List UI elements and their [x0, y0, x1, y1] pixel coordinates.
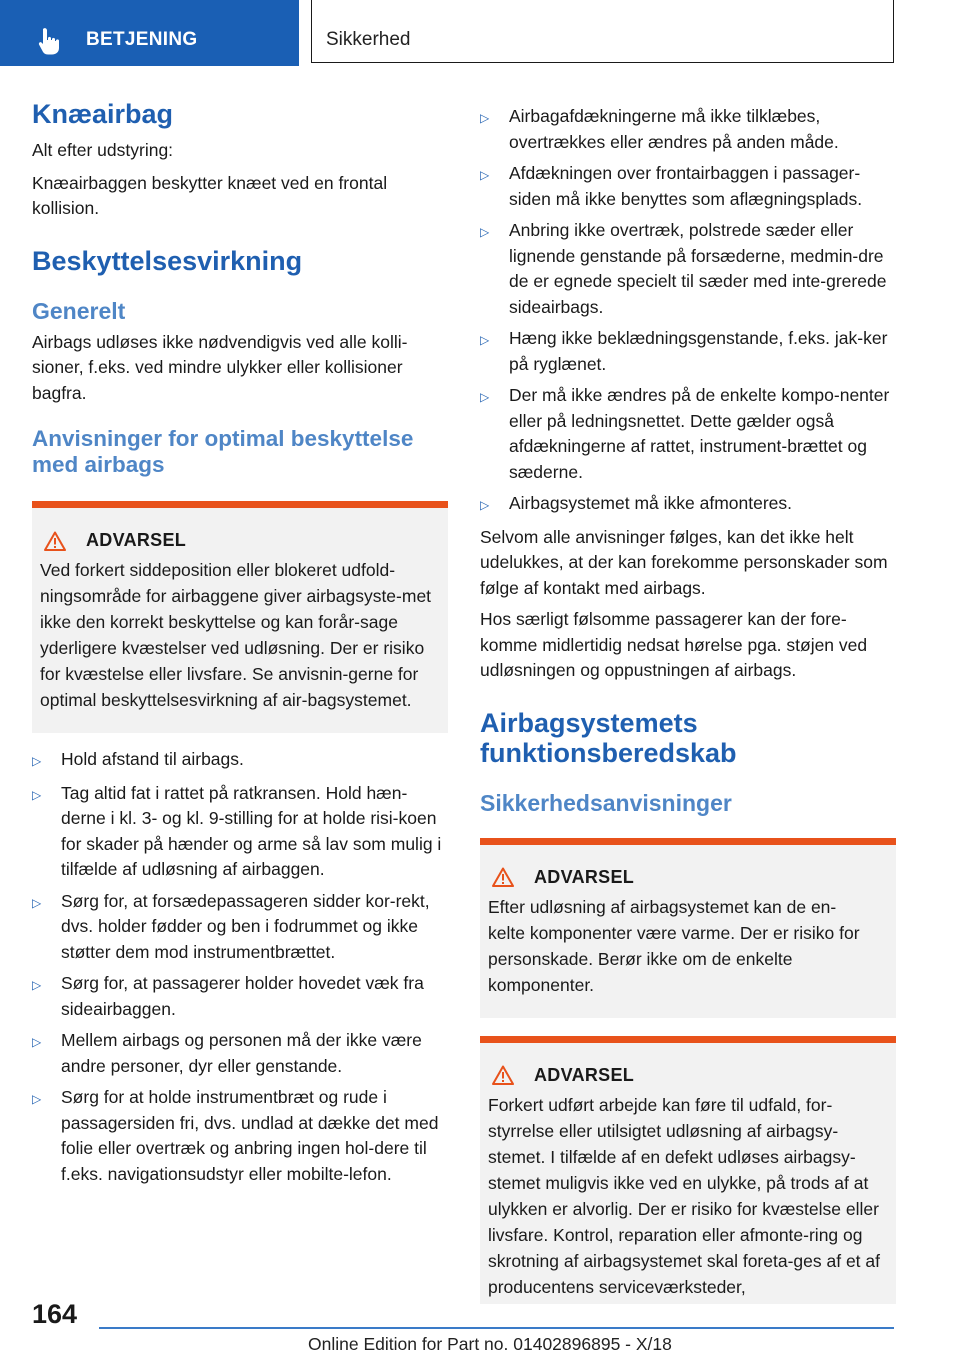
instruction-list — [32, 747, 448, 1187]
instructions-heading: Anvisninger for optimal beskyttelse med airbags — [32, 426, 414, 477]
section-title: BETJENING — [86, 29, 198, 50]
triangle-bullet-icon: ▷ — [480, 111, 490, 125]
knee-airbag-equipment-note: Alt efter udstyring: — [32, 140, 174, 160]
general-heading: Generelt — [32, 297, 126, 324]
general-paragraph: Airbags udløses ikke nødvendigvis ved alle kolli-sioner, f.eks. ved mindre ulykker eller kollisioner bagfra. — [32, 331, 408, 403]
instruction-list-continued — [480, 104, 896, 519]
footer-divider — [99, 1327, 894, 1329]
residual-risk-paragraph: Selvom alle anvisninger følges, kan det ikke helt udelukkes, at der kan forekomme personskader som følge af kontakt med airbags. — [480, 526, 888, 598]
triangle-bullet-icon: ▷ — [32, 754, 42, 768]
left-column — [32, 98, 448, 1187]
triangle-bullet-icon: ▷ — [480, 225, 490, 239]
warning-box — [480, 1036, 896, 1304]
list-item: ▷ Afdækningen over frontairbaggen i passager-siden må ikke benyttes som aflægningsplads. — [480, 161, 896, 212]
warning-triangle-icon — [44, 531, 66, 551]
warning-text: Efter udløsning af airbagsystemet kan de en-kelte komponenter være varme. Der er risiko for personskade. Berør ikke om de enkelte komponenter. — [488, 896, 860, 995]
warning-label: ADVARSEL — [86, 530, 187, 550]
triangle-bullet-icon: ▷ — [480, 390, 490, 404]
triangle-bullet-icon: ▷ — [32, 787, 42, 802]
page-number: 164 — [32, 1299, 78, 1329]
knee-airbag-description: Knæairbaggen beskytter knæet ved en frontal kollision. — [32, 172, 388, 218]
readiness-heading: Airbagsystemets funktionsberedskab — [480, 707, 737, 768]
warning-label: ADVARSEL — [534, 1064, 635, 1085]
list-item: ▷ Tag altid fat i rattet på ratkransen. Hold hæn-derne i kl. 3- og kl. 9-stilling for at holde risi-koen for skader på hænder og arme så lav som mulig i tilfælde af udløsning af airbaggen. — [32, 781, 448, 883]
warning-label: ADVARSEL — [534, 866, 635, 887]
list-item: ▷ Hæng ikke beklædningsgenstande, f.eks. jak-ker på ryglænet. — [480, 326, 896, 377]
triangle-bullet-icon: ▷ — [32, 1035, 42, 1049]
triangle-bullet-icon: ▷ — [32, 895, 42, 910]
list-item: ▷ Hold afstand til airbags. — [32, 747, 448, 775]
list-item: ▷ Anbring ikke overtræk, polstrede sæder eller lignende genstande på forsæderne, medmin-dre de er egnede specielt til sæder med inte-grerede sideairbags. — [480, 218, 896, 320]
protection-heading: Beskyttelsesvirkning — [32, 245, 303, 276]
warning-header — [40, 530, 440, 551]
triangle-bullet-icon: ▷ — [480, 168, 490, 182]
warning-triangle-icon — [492, 1065, 514, 1085]
list-item: ▷ Sørg for, at passagerer holder hovedet væk fra sideairbaggen. — [32, 971, 448, 1022]
right-column — [480, 104, 896, 1304]
warning-header — [488, 1065, 888, 1086]
triangle-bullet-icon: ▷ — [480, 498, 490, 512]
warning-text: Forkert udført arbejde kan føre til udfald, for-styrrelse eller utilsigtet udløsning af airbagsy-stemet. I tilfælde af en defekt udløses airbagsy-stemet muligvis ikke ved en ulykke, på trods af at ulykken er alvorlig. Der er risiko for kvæstelse eller livsfare. Kontrol, reparation eller afmonte-ring og skrotning af airbagsystemet skal foreta-ges af et af producentens serviceværksteder, — [488, 1094, 880, 1297]
warning-triangle-icon — [492, 867, 514, 887]
list-item: ▷ Airbagsystemet må ikke afmonteres. — [480, 491, 896, 519]
list-item: ▷ Sørg for, at forsædepassageren sidder kor-rekt, dvs. holder fødder og ben i fodrummet og ikke støtter dem mod instrumentbrættet. — [32, 889, 448, 966]
subsection-header — [311, 0, 894, 63]
edition-note: Online Edition for Part no. 01402896895 - X/18 — [308, 1334, 672, 1354]
knee-airbag-heading: Knæairbag — [32, 99, 174, 129]
hearing-paragraph: Hos særligt følsomme passagerer kan der fore-komme midlertidig nedsat hørelse pga. støjen ved udløsningen og oppustningen af airbags. — [480, 609, 868, 680]
warning-text: Ved forkert siddeposition eller blokeret udfold-ningsområde for airbaggene giver airbagsyste-met ikke den korrekt beskyttelse og kan forår-sage yderligere kvæstelser ved udløsning. Der er risiko for kvæstelse eller livsfare. Se anvisnin-gerne for optimal beskyttelsesvirkning af air-bagsystemet. — [40, 560, 432, 710]
list-item: ▷ Mellem airbags og personen må der ikke være andre personer, dyr eller genstande. — [32, 1028, 448, 1079]
warning-box — [32, 501, 448, 733]
triangle-bullet-icon: ▷ — [480, 333, 490, 347]
list-item: ▷ Airbagafdækningerne må ikke tilklæbes, overtrækkes eller ændres på anden måde. — [480, 104, 896, 155]
safety-heading: Sikkerhedsanvisninger — [480, 789, 732, 816]
triangle-bullet-icon: ▷ — [32, 978, 42, 992]
list-item: ▷ Sørg for at holde instrumentbræt og rude i passagersiden fri, dvs. undlad at dække det med folie eller overtræk og anbring ingen hol-dere til f.eks. navigationsudstyr eller mobilte-lefon. — [32, 1085, 448, 1187]
warning-box — [480, 838, 896, 1018]
section-tab — [0, 0, 299, 66]
subsection-title: Sikkerhed — [326, 29, 411, 50]
hand-pointer-icon — [38, 27, 64, 55]
list-item: ▷ Der må ikke ændres på de enkelte kompo-nenter eller på ledningsnettet. Dette gælder også afdækningerne af rattet, instrument-brættet og sæderne. — [480, 383, 896, 485]
triangle-bullet-icon: ▷ — [32, 1092, 42, 1106]
warning-header — [488, 867, 888, 888]
